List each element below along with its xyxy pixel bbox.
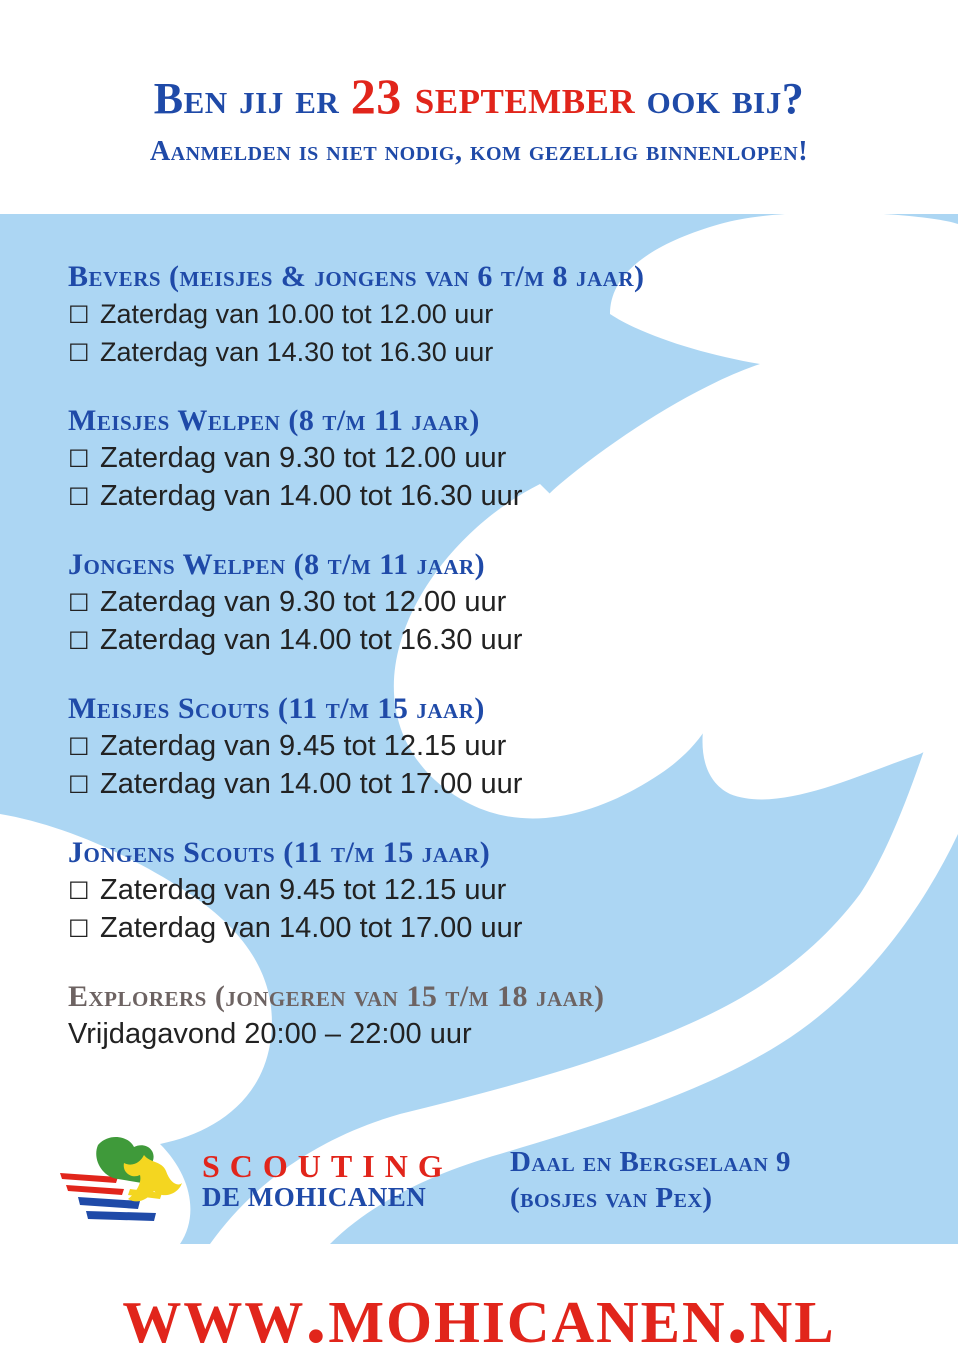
logo-mohicanen: DE MOHICANEN <box>202 1182 427 1212</box>
slot-text: Zaterdag van 9.45 tot 12.15 uur <box>100 730 507 762</box>
slot-text: Zaterdag van 14.00 tot 17.00 uur <box>100 768 523 800</box>
group-list <box>68 258 938 1122</box>
time-slot <box>68 728 938 766</box>
headline-date: 23 september <box>350 68 636 124</box>
subline: Aanmelden is niet nodig, kom gezellig binnenlopen! <box>149 136 809 167</box>
group-title: Explorers (jongeren van 15 t/m 18 jaar) <box>68 980 605 1013</box>
slot-text: Zaterdag van 14.00 tot 17.00 uur <box>100 912 523 944</box>
group-title: Jongens Welpen (8 t/m 11 jaar) <box>68 548 486 581</box>
slot-text: Zaterdag van 10.00 tot 12.00 uur <box>100 299 494 329</box>
explorers-time: Vrijdagavond 20:00 – 22:00 uur <box>68 1018 472 1050</box>
time-slot <box>68 766 938 804</box>
group-title: Meisjes Scouts (11 t/m 15 jaar) <box>68 692 485 725</box>
checkbox-icon: ☐ <box>68 446 90 473</box>
slot-text: Zaterdag van 9.30 tot 12.00 uur <box>100 442 507 474</box>
website-link[interactable]: www.mohicanen.nl <box>122 1268 836 1361</box>
group-explorers <box>68 978 938 1122</box>
slot-text: Zaterdag van 14.00 tot 16.30 uur <box>100 624 523 656</box>
slot-text: Zaterdag van 9.45 tot 12.15 uur <box>100 874 507 906</box>
slot-text: Zaterdag van 9.30 tot 12.00 uur <box>100 586 507 618</box>
group-meisjes-welpen <box>68 402 938 546</box>
checkbox-icon: ☐ <box>68 772 90 799</box>
group-jongens-scouts <box>68 834 938 978</box>
address-line-2: (bosjes van Pex) <box>510 1182 713 1214</box>
headline <box>0 66 958 129</box>
group-meisjes-scouts <box>68 690 938 834</box>
checkbox-icon: ☐ <box>68 916 90 943</box>
checkbox-icon: ☐ <box>68 878 90 905</box>
checkbox-icon: ☐ <box>68 340 90 367</box>
checkbox-icon: ☐ <box>68 484 90 511</box>
time-slot <box>68 478 938 516</box>
time-slot <box>68 296 938 334</box>
address <box>510 1144 791 1216</box>
time-slot <box>68 440 938 478</box>
logo-scouting: SCOUTING <box>202 1148 453 1184</box>
address-line-1: Daal en Bergselaan 9 <box>510 1146 792 1178</box>
time-slot <box>68 872 938 910</box>
group-title: Bevers (meisjes & jongens van 6 t/m 8 jaar) <box>68 260 645 293</box>
headline-before: Ben jij er <box>153 74 340 123</box>
headline-after: ook bij? <box>646 74 805 123</box>
group-jongens-welpen <box>68 546 938 690</box>
group-title: Meisjes Welpen (8 t/m 11 jaar) <box>68 404 480 437</box>
slot-text: Zaterdag van 14.00 tot 16.30 uur <box>100 480 523 512</box>
checkbox-icon: ☐ <box>68 628 90 655</box>
group-bevers <box>68 258 938 402</box>
scouting-lily-icon <box>58 1133 188 1228</box>
time-slot <box>68 910 938 948</box>
time-slot <box>68 334 938 372</box>
checkbox-icon: ☐ <box>68 302 90 329</box>
checkbox-icon: ☐ <box>68 590 90 617</box>
group-title: Jongens Scouts (11 t/m 15 jaar) <box>68 836 491 869</box>
time-slot <box>68 622 938 660</box>
checkbox-icon: ☐ <box>68 734 90 761</box>
time-slot <box>68 584 938 622</box>
slot-text: Zaterdag van 14.30 tot 16.30 uur <box>100 337 494 367</box>
